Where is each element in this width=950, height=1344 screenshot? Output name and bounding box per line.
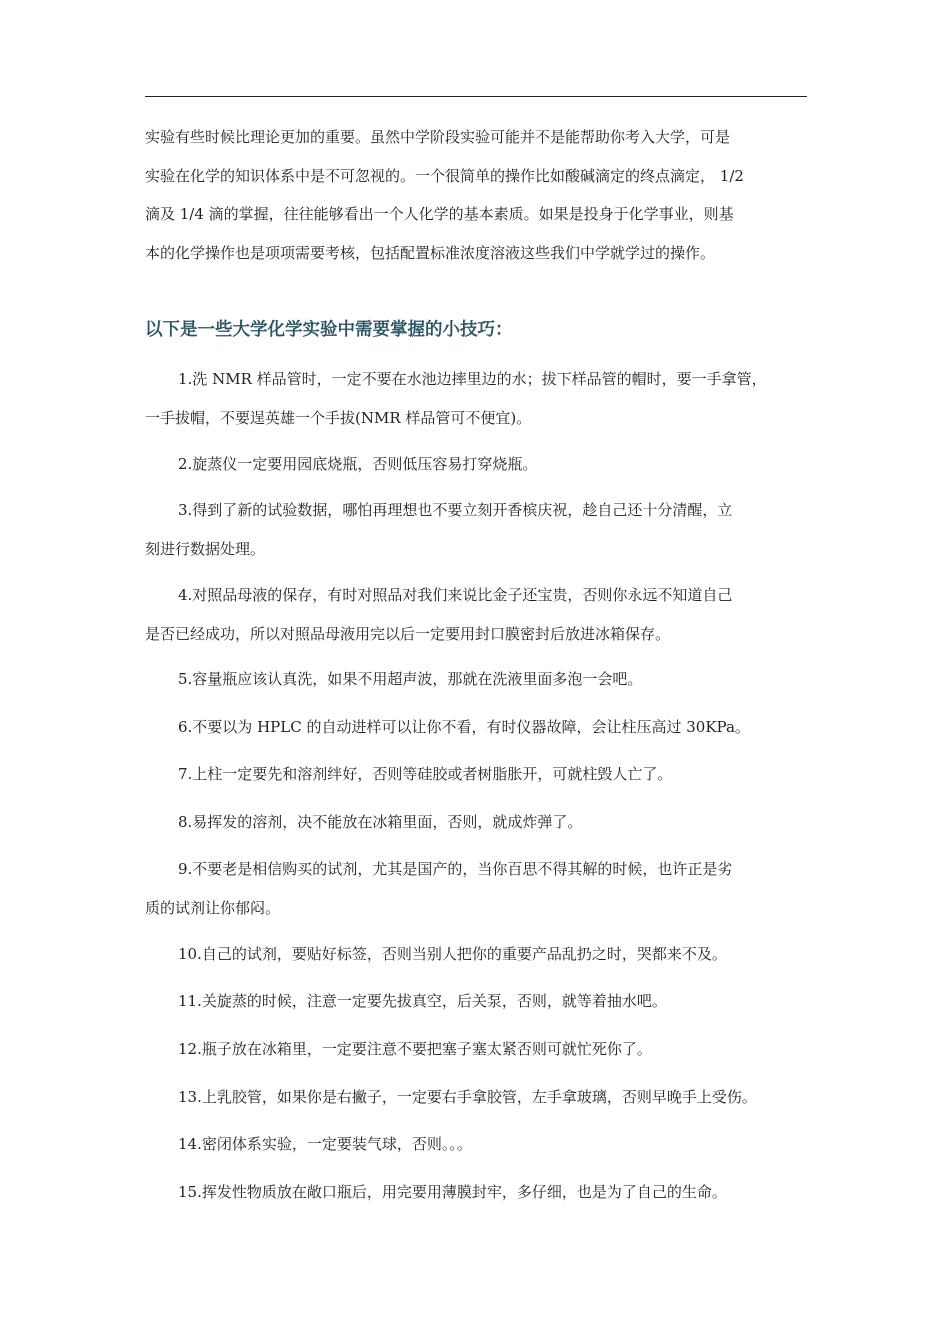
- tip-item-14: [145, 1125, 817, 1164]
- tip-item-4: [145, 576, 817, 653]
- tip-item-3: [145, 491, 817, 568]
- tip-item-10: [145, 935, 817, 974]
- tip-line: 2.旋蒸仪一定要用园底烧瓶，否则低压容易打穿烧瓶。: [178, 455, 538, 473]
- tip-item-12: [145, 1030, 817, 1069]
- tip-line: 6.不要以为 HPLC 的自动进样可以让你不看，有时仪器故障，会让柱压高过 30KPa。: [178, 718, 750, 736]
- tip-item-2: [145, 445, 817, 484]
- tip-item-11: [145, 982, 817, 1021]
- tip-line: 5.容量瓶应该认真洗，如果不用超声波，那就在洗液里面多泡一会吧。: [178, 670, 643, 688]
- tip-line: 15.挥发性物质放在敞口瓶后，用完要用薄膜封牢，多仔细，也是为了自己的生命。: [178, 1183, 727, 1201]
- tip-item-1: [145, 360, 817, 437]
- tip-line: 4.对照品母液的保存，有时对照品对我们来说比金子还宝贵，否则你永远不知道自己: [178, 586, 733, 604]
- tip-line: 3.得到了新的试验数据，哪怕再理想也不要立刻开香槟庆祝，趁自己还十分清醒，立: [178, 501, 733, 519]
- tip-line: 7.上柱一定要先和溶剂绊好，否则等硅胶或者树脂胀开，可就柱毁人亡了。: [178, 765, 673, 783]
- tip-line: 一手拔帽，不要逞英雄一个手拔(NMR 样品管可不便宜)。: [145, 408, 532, 427]
- intro-line: 本的化学操作也是项项需要考核，包括配置标准浓度溶液这些我们中学就学过的操作。: [145, 243, 716, 262]
- tip-item-6: [145, 708, 817, 747]
- tip-line: 10.自己的试剂，要贴好标签，否则当别人把你的重要产品乱扔之时，哭都来不及。: [178, 945, 727, 963]
- tip-line: 11.关旋蒸的时候，注意一定要先拔真空，后关泵，否则，就等着抽水吧。: [178, 992, 667, 1010]
- intro-line: 实验在化学的知识体系中是不可忽视的。一个很简单的操作比如酸碱滴定的终点滴定， 1/2: [145, 166, 744, 185]
- tip-item-13: [145, 1078, 817, 1117]
- tip-line: 1.洗 NMR 样品管时，一定不要在水池边摔里边的水；拔下样品管的帽时，要一手拿管，: [178, 370, 767, 388]
- tip-line: 是否已经成功，所以对照品母液用完以后一定要用封口膜密封后放进冰箱保存。: [145, 624, 671, 643]
- tip-item-15: [145, 1173, 817, 1212]
- tip-line: 刻进行数据处理。: [145, 539, 266, 558]
- tip-line: 9.不要老是相信购买的试剂，尤其是国产的，当你百思不得其解的时候，也许正是劣: [178, 860, 733, 878]
- intro-paragraph: [145, 118, 815, 272]
- tip-item-5: [145, 660, 817, 699]
- tip-line: 13.上乳胶管，如果你是右撇子，一定要右手拿胶管，左手拿玻璃，否则早晚手上受伤。: [178, 1088, 757, 1106]
- tip-item-9: [145, 850, 817, 927]
- tip-line: 质的试剂让你郁闷。: [145, 898, 281, 917]
- tip-line: 8.易挥发的溶剂，决不能放在冰箱里面，否则，就成炸弹了。: [178, 813, 583, 831]
- tip-item-7: [145, 755, 817, 794]
- tip-line: 14.密闭体系实验，一定要装气球，否则。。。: [178, 1135, 472, 1153]
- tip-item-8: [145, 803, 817, 842]
- intro-line: 滴及 1/4 滴的掌握，往往能够看出一个人化学的基本素质。如果是投身于化学事业，则基: [145, 205, 734, 223]
- section-heading: 以下是一些大学化学实验中需要掌握的小技巧：: [145, 320, 513, 340]
- header-rule: [145, 96, 807, 97]
- intro-line: 实验有些时候比理论更加的重要。虽然中学阶段实验可能并不是能帮助你考入大学，可是: [145, 128, 731, 146]
- tip-line: 12.瓶子放在冰箱里，一定要注意不要把塞子塞太紧否则可就忙死你了。: [178, 1040, 652, 1058]
